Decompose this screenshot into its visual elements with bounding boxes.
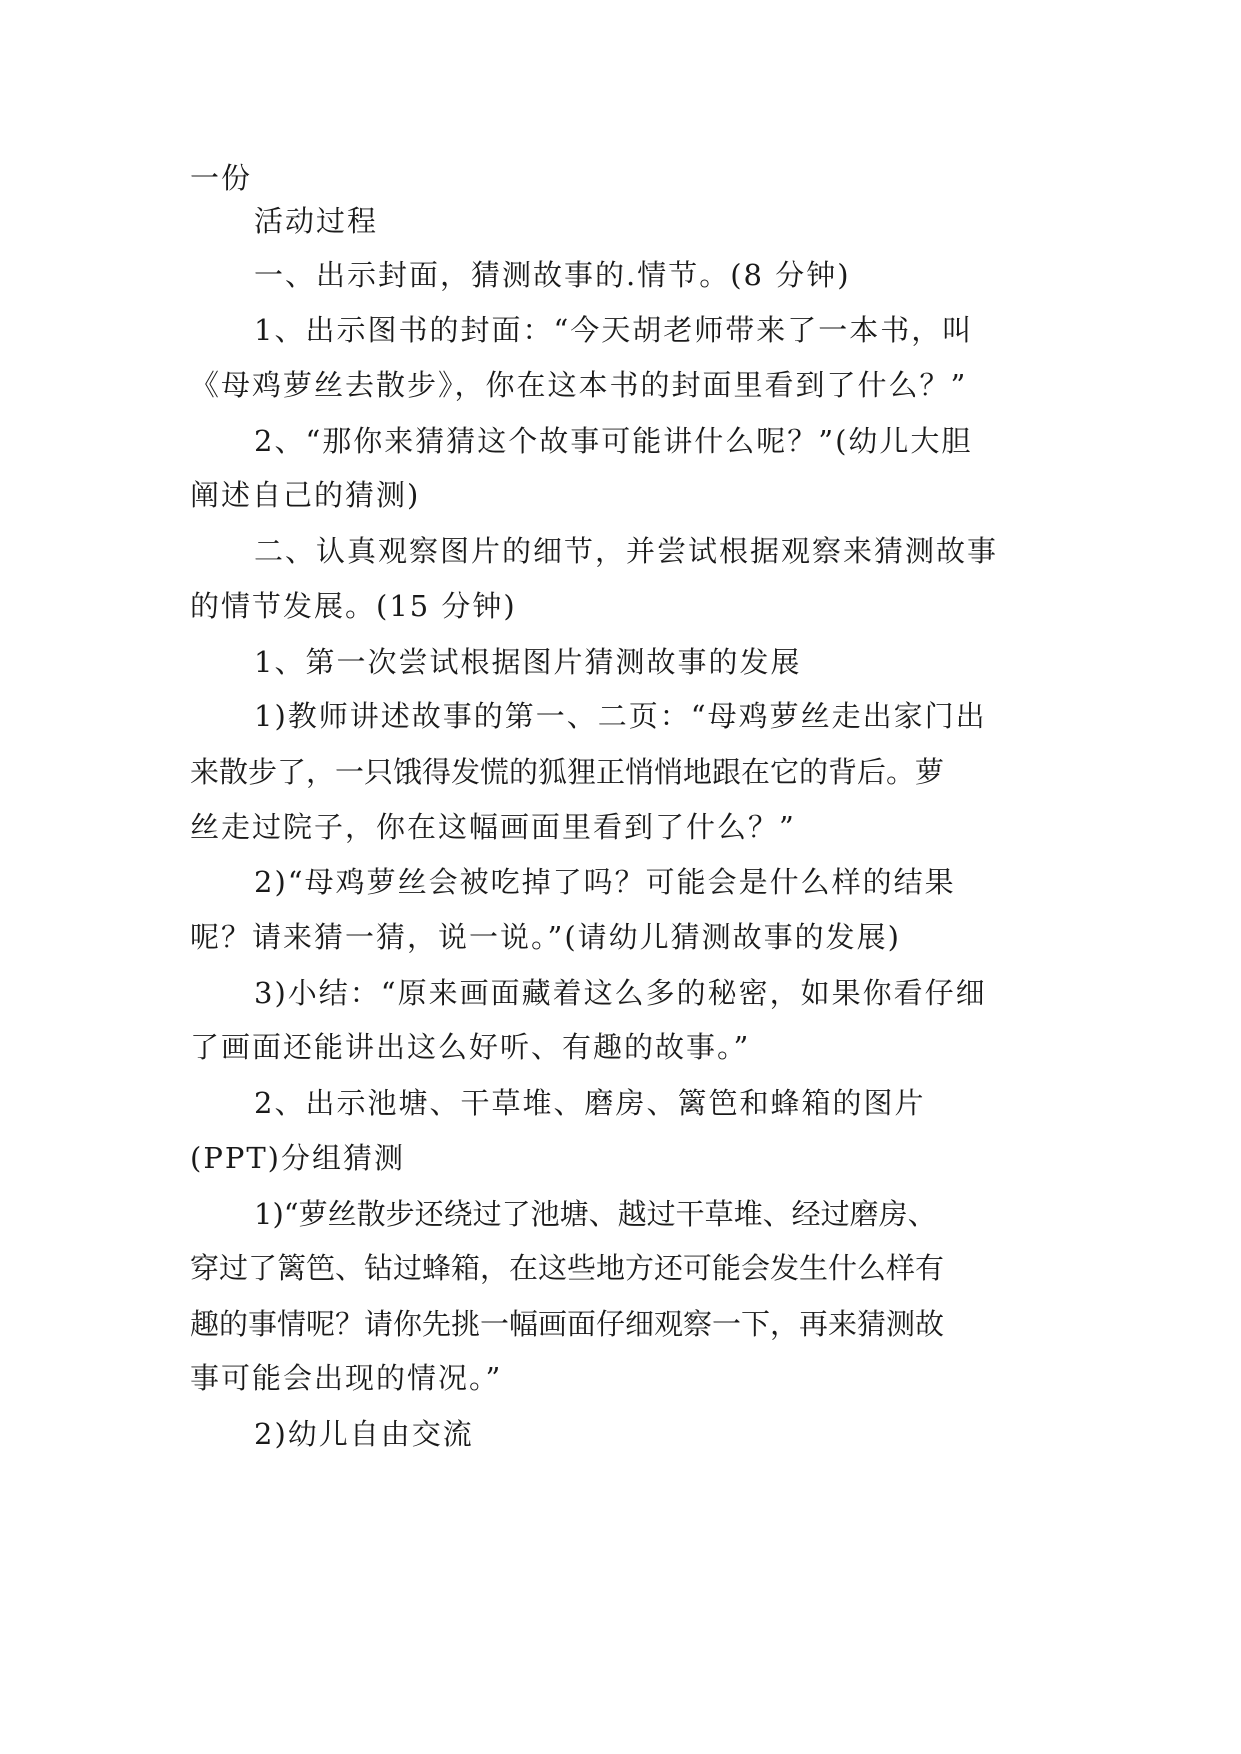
text-line: 来散步了，一只饿得发慌的狐狸正悄悄地跟在它的背后。萝 — [190, 755, 945, 789]
text-line: 阐述自己的猜测) — [190, 478, 421, 512]
text-line: 2、出示池塘、干草堆、磨房、篱笆和蜂箱的图片 — [254, 1086, 926, 1120]
text-line: 趣的事情呢？请你先挑一幅画面仔细观察一下，再来猜测故 — [190, 1307, 945, 1341]
text-line: 丝走过院子，你在这幅画面里看到了什么？” — [190, 810, 796, 844]
text-line: 一份 — [190, 161, 253, 195]
text-line: (PPT)分组猜测 — [190, 1141, 405, 1175]
text-line: 2)“母鸡萝丝会被吃掉了吗？可能会是什么样的结果 — [254, 865, 956, 899]
text-line: 2)幼儿自由交流 — [254, 1417, 474, 1451]
text-line: 的情节发展。(15 分钟) — [190, 589, 517, 623]
text-line: 1)“萝丝散步还绕过了池塘、越过干草堆、经过磨房、 — [254, 1197, 937, 1231]
text-line: 《母鸡萝丝去散步》，你在这本书的封面里看到了什么？” — [190, 368, 968, 402]
section-heading: 一、出示封面，猜测故事的.情节。(8 分钟) — [254, 258, 851, 292]
text-line: 1)教师讲述故事的第一、二页：“母鸡萝丝走出家门出 — [254, 699, 987, 733]
text-line: 事可能会出现的情况。” — [190, 1361, 503, 1395]
text-line: 1、出示图书的封面：“今天胡老师带来了一本书，叫 — [254, 313, 974, 347]
text-line: 穿过了篱笆、钻过蜂箱，在这些地方还可能会发生什么样有 — [190, 1251, 945, 1285]
text-line: 了画面还能讲出这么好听、有趣的故事。” — [190, 1030, 751, 1064]
section-heading: 活动过程 — [254, 204, 379, 238]
section-heading: 二、认真观察图片的细节，并尝试根据观察来猜测故事 — [254, 534, 999, 568]
text-line: 3)小结：“原来画面藏着这么多的秘密，如果你看仔细 — [254, 976, 987, 1010]
text-line: 1、第一次尝试根据图片猜测故事的发展 — [254, 645, 802, 679]
text-line: 呢？请来猜一猜，说一说。”(请幼儿猜测故事的发展) — [190, 920, 901, 954]
text-line: 2、“那你来猜猜这个故事可能讲什么呢？”(幼儿大胆 — [254, 424, 973, 458]
